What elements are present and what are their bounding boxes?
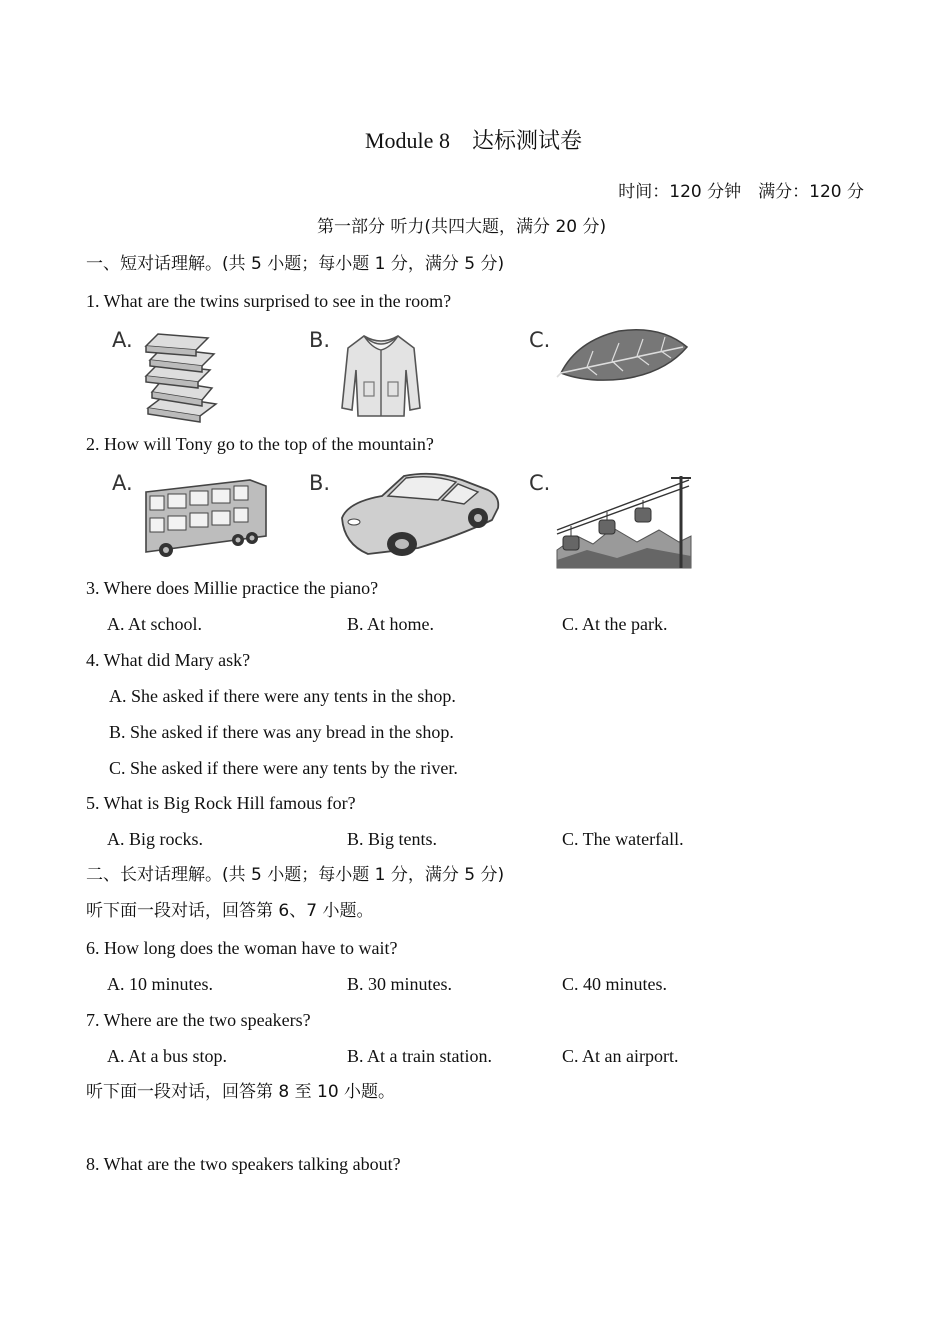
question-stem: 4. What did Mary ask?	[86, 650, 251, 670]
option-label: C.	[529, 328, 551, 352]
section-heading: 二、长对话理解。(共 5 小题；每小题 1 分，满分 5 分)	[86, 865, 505, 885]
jacket-icon	[340, 330, 422, 420]
section-intro: 听下面一段对话，回答第 6、7 小题。	[86, 901, 374, 921]
option-label: C.	[529, 471, 551, 495]
car-icon	[338, 466, 502, 560]
leaf-icon	[557, 325, 689, 385]
section-heading: 一、短对话理解。(共 5 小题；每小题 1 分，满分 5 分)	[86, 254, 505, 274]
question-stem: 3. Where does Millie practice the piano?	[86, 578, 379, 598]
question-stem: 5. What is Big Rock Hill famous for?	[86, 793, 356, 813]
question-stem: 8. What are the two speakers talking about?	[86, 1154, 401, 1174]
question-stem: 2. How will Tony go to the top of the mountain?	[86, 434, 434, 454]
option-c: C. At the park.	[562, 614, 668, 634]
option-c: C. 40 minutes.	[562, 974, 668, 994]
option-label: B.	[309, 328, 331, 352]
option-a: A. At a bus stop.	[107, 1046, 228, 1066]
option-label: B.	[309, 471, 331, 495]
page-title: Module 8 达标测试卷	[365, 128, 582, 153]
question-stem: 1. What are the twins surprised to see in the room?	[86, 291, 452, 311]
time-info: 时间：120 分钟 满分：120 分	[618, 182, 864, 202]
option-b: B. Big tents.	[347, 829, 438, 849]
bus-icon	[142, 478, 270, 560]
option-c: C. The waterfall.	[562, 829, 684, 849]
option-c: C. At an airport.	[562, 1046, 679, 1066]
section-intro: 听下面一段对话，回答第 8 至 10 小题。	[86, 1082, 396, 1102]
option-label: A.	[112, 328, 133, 352]
option-b: B. At home.	[347, 614, 435, 634]
option-a: A. 10 minutes.	[107, 974, 213, 994]
option-b: B. 30 minutes.	[347, 974, 453, 994]
option-b: B. She asked if there was any bread in the shop.	[109, 722, 454, 742]
option-a: A. At school.	[107, 614, 203, 634]
option-label: A.	[112, 471, 133, 495]
question-stem: 7. Where are the two speakers?	[86, 1010, 311, 1030]
question-stem: 6. How long does the woman have to wait?	[86, 938, 398, 958]
cable-car-icon	[557, 470, 691, 568]
option-a: A. Big rocks.	[107, 829, 203, 849]
option-b: B. At a train station.	[347, 1046, 492, 1066]
option-c: C. She asked if there were any tents by the river.	[109, 758, 458, 778]
books-icon	[140, 330, 225, 422]
option-a: A. She asked if there were any tents in the shop.	[109, 686, 456, 706]
part-title: 第一部分 听力(共四大题，满分 20 分)	[317, 217, 607, 237]
